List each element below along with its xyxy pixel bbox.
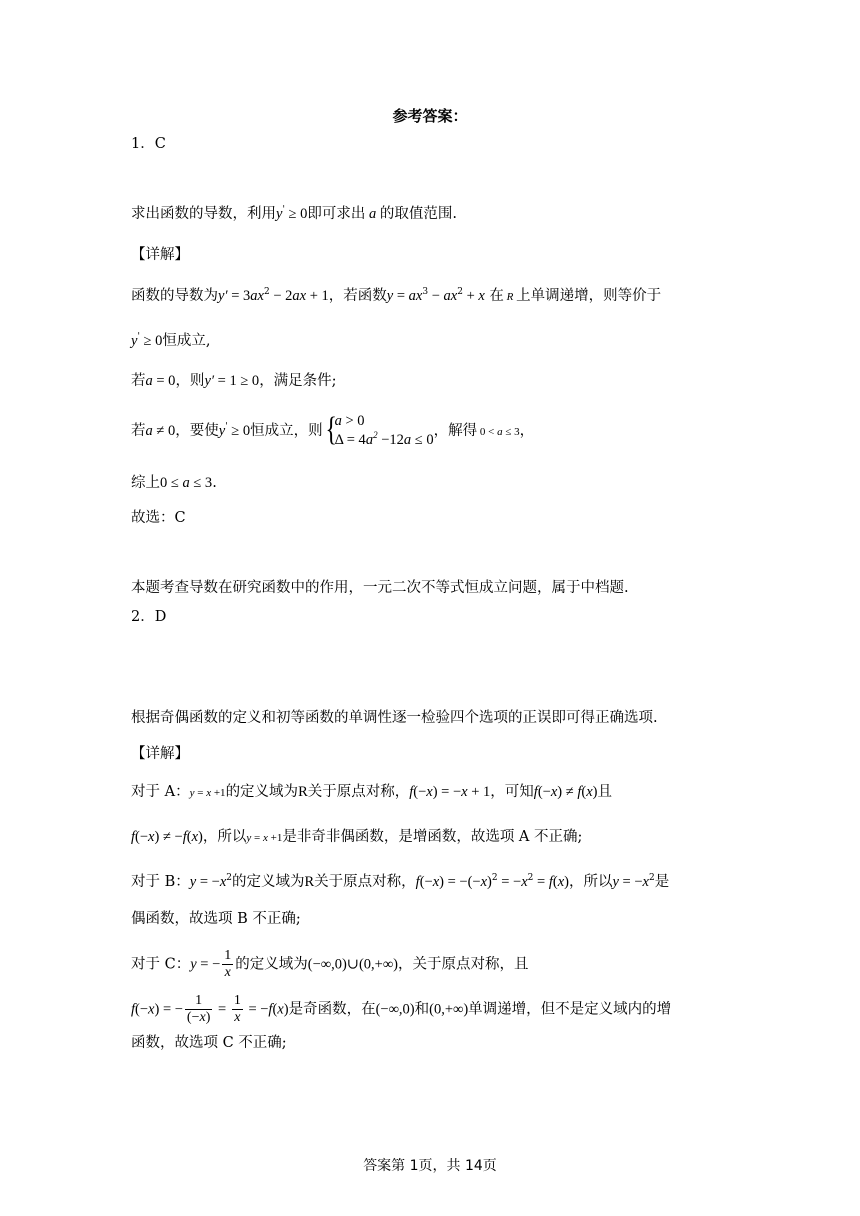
q1-choose: 故选：C <box>131 510 186 526</box>
q2-option-a-line-2: f(−x) ≠ −f(x)，所以y = x +1是非奇非偶函数，是增函数，故选项 A 不正确; <box>131 829 583 845</box>
fraction-1-over-neg-x: $\frac{1}{(-x)}$ <box>186 993 211 1025</box>
q1-detail-label: 【详解】 <box>131 247 189 263</box>
q2-option-c-line-3: 函数，故选项 C 不正确; <box>131 1035 287 1051</box>
q2-answer: 2．D <box>131 609 167 625</box>
q1-detail-line-2: y' ≥ 0恒成立, <box>131 332 211 349</box>
q2-analysis: 根据奇偶函数的定义和初等函数的单调性逐一检验四个选项的正误即可得正确选项. <box>131 710 658 726</box>
q2-option-b-line-1: 对于 B：$y = -x^2$的定义域为R关于原点对称，$f(-x) = -(-x)^2 = -x^2 = f(x)$，所以$y = -x^2$是 <box>131 873 670 890</box>
q2-option-a-line-1: 对于 A：y = x +1的定义域为R关于原点对称，f(−x) = −x + 1，可知f(−x) ≠ f(x)且 <box>131 784 612 800</box>
inequality-system: { a > 0 $\Delta = 4a^2 -12a \le 0$ <box>325 411 434 448</box>
q1-answer: 1．C <box>131 136 166 152</box>
q1-detail-line-1: 函数的导数为$y' = 3ax^2 - 2ax + 1$，若函数$y = ax^3 - ax^2 + x$ 在 R 上单调递增，则等价于 <box>131 287 662 304</box>
fraction-1-over-x: $\frac{1}{x}$ <box>224 948 232 980</box>
q2-detail-label: 【详解】 <box>131 746 189 762</box>
fraction-1-over-x-2: $\frac{1}{x}$ <box>233 993 241 1025</box>
q1-detail-line-3: 若a = 0，则y′ = 1 ≥ 0，满足条件; <box>131 373 337 389</box>
q2-option-b-line-2: 偶函数，故选项 B 不正确; <box>131 911 301 927</box>
q1-comment: 本题考查导数在研究函数中的作用，一元二次不等式恒成立问题，属于中档题. <box>131 580 629 596</box>
q1-analysis: 求出函数的导数，利用y' ≥ 0即可求出 a 的取值范围. <box>131 205 457 222</box>
q1-detail-line-5: 综上0 ≤ a ≤ 3. <box>131 475 217 491</box>
q2-option-c-line-1: 对于 C：y = − $\frac{1}{x}$ 的定义域为(−∞,0)∪(0,+∞)，关于原点对称，且 <box>131 948 529 980</box>
page-title: 参考答案： <box>392 107 468 125</box>
q1-detail-line-4: 若a ≠ 0，要使y' ≥ 0恒成立，则 { a > 0 $\Delta = 4a^2 -12a \le 0$ ，解得 0 < a ≤ 3， <box>131 411 535 448</box>
page-footer: 答案第 1页，共 14页 <box>363 1158 497 1174</box>
q2-option-c-line-2: f(−x) = − $\frac{1}{(-x)}$ = $\frac{1}{x}$ = −f(x)是奇函数，在(−∞,0)和(0,+∞)单调递增，但不是定义域内的增 <box>131 993 672 1025</box>
